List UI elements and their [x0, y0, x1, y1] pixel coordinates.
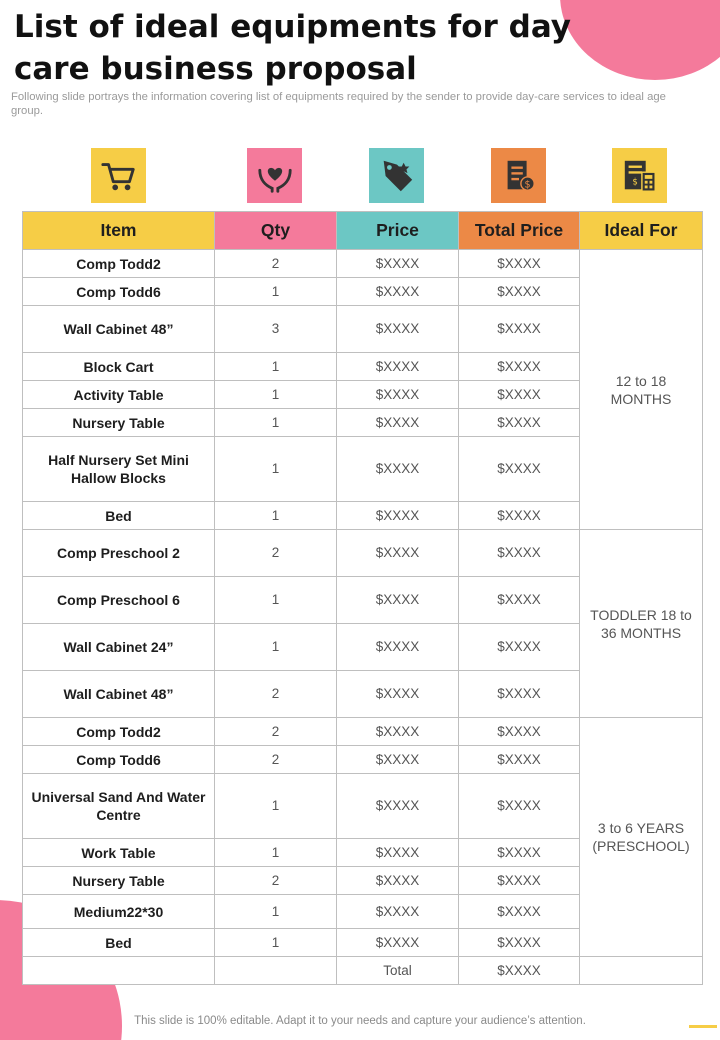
price-cell: $XXXX [337, 306, 459, 353]
item-cell: Bed [23, 502, 215, 530]
qty-cell: 2 [215, 671, 337, 718]
item-cell: Comp Todd6 [23, 746, 215, 774]
price-cell: $XXXX [337, 624, 459, 671]
header-ideal-for: Ideal For [580, 212, 703, 250]
qty-cell: 3 [215, 306, 337, 353]
price-cell: $XXXX [337, 381, 459, 409]
total-price-cell: $XXXX [459, 671, 580, 718]
total-price-cell: $XXXX [459, 381, 580, 409]
item-cell: Wall Cabinet 24” [23, 624, 215, 671]
qty-cell: 1 [215, 502, 337, 530]
qty-cell: 1 [215, 353, 337, 381]
total-price-cell: $XXXX [459, 577, 580, 624]
total-row [23, 957, 703, 985]
total-price-cell: $XXXX [459, 746, 580, 774]
total-value: $XXXX [459, 957, 580, 985]
price-cell: $XXXX [337, 353, 459, 381]
qty-cell: 2 [215, 746, 337, 774]
table-row [23, 250, 703, 278]
total-price-cell: $XXXX [459, 929, 580, 957]
empty-cell [23, 957, 215, 985]
total-price-cell: $XXXX [459, 306, 580, 353]
qty-cell: 1 [215, 839, 337, 867]
total-price-cell: $XXXX [459, 409, 580, 437]
invoice-dollar-icon [491, 148, 546, 203]
table-header-row [23, 212, 703, 250]
qty-cell: 1 [215, 577, 337, 624]
qty-cell: 1 [215, 774, 337, 839]
total-price-cell: $XXXX [459, 624, 580, 671]
page-title: List of ideal equipments for day care business proposal [14, 9, 571, 87]
qty-cell: 2 [215, 250, 337, 278]
header-qty: Qty [215, 212, 337, 250]
decorative-circle-top [560, 0, 720, 80]
item-cell: Comp Todd2 [23, 250, 215, 278]
total-label: Total [337, 957, 459, 985]
cart-icon [91, 148, 146, 203]
total-price-cell: $XXXX [459, 437, 580, 502]
item-cell: Nursery Table [23, 867, 215, 895]
svg-text:$: $ [524, 178, 531, 190]
price-tag-icon [369, 148, 424, 203]
item-cell: Activity Table [23, 381, 215, 409]
item-cell: Comp Preschool 6 [23, 577, 215, 624]
total-price-cell: $XXXX [459, 774, 580, 839]
ideal-for-cell: 3 to 6 YEARS (PRESCHOOL) [580, 718, 703, 957]
qty-cell: 1 [215, 437, 337, 502]
footer-note: This slide is 100% editable. Adapt it to your needs and capture your audience’s attention. [134, 1015, 586, 1027]
total-price-cell: $XXXX [459, 895, 580, 929]
total-price-cell: $XXXX [459, 250, 580, 278]
price-cell: $XXXX [337, 867, 459, 895]
qty-cell: 2 [215, 530, 337, 577]
item-cell: Comp Preschool 2 [23, 530, 215, 577]
calculator-document-icon [612, 148, 667, 203]
item-cell: Wall Cabinet 48” [23, 671, 215, 718]
price-cell: $XXXX [337, 502, 459, 530]
total-price-cell: $XXXX [459, 353, 580, 381]
total-price-cell: $XXXX [459, 867, 580, 895]
price-cell: $XXXX [337, 929, 459, 957]
price-cell: $XXXX [337, 746, 459, 774]
empty-cell [215, 957, 337, 985]
equipment-table [22, 211, 703, 985]
price-cell: $XXXX [337, 409, 459, 437]
total-price-cell: $XXXX [459, 530, 580, 577]
price-cell: $XXXX [337, 718, 459, 746]
svg-text:$: $ [631, 177, 638, 188]
qty-cell: 1 [215, 381, 337, 409]
price-cell: $XXXX [337, 839, 459, 867]
table-row [23, 718, 703, 746]
empty-cell [580, 957, 703, 985]
item-cell: Wall Cabinet 48” [23, 306, 215, 353]
price-cell: $XXXX [337, 250, 459, 278]
header-total-price: Total Price [459, 212, 580, 250]
total-price-cell: $XXXX [459, 718, 580, 746]
ideal-for-cell: TODDLER 18 to 36 MONTHS [580, 530, 703, 718]
total-price-cell: $XXXX [459, 502, 580, 530]
item-cell: Comp Todd2 [23, 718, 215, 746]
table-row [23, 530, 703, 577]
item-cell: Block Cart [23, 353, 215, 381]
qty-cell: 1 [215, 929, 337, 957]
price-cell: $XXXX [337, 278, 459, 306]
qty-cell: 2 [215, 867, 337, 895]
item-cell: Medium22*30 [23, 895, 215, 929]
item-cell: Bed [23, 929, 215, 957]
header-item: Item [23, 212, 215, 250]
price-cell: $XXXX [337, 530, 459, 577]
item-cell: Nursery Table [23, 409, 215, 437]
item-cell: Universal Sand And Water Centre [23, 774, 215, 839]
price-cell: $XXXX [337, 577, 459, 624]
qty-cell: 1 [215, 278, 337, 306]
total-price-cell: $XXXX [459, 839, 580, 867]
qty-cell: 1 [215, 409, 337, 437]
price-cell: $XXXX [337, 437, 459, 502]
page-subtitle: Following slide portrays the information covering list of equipments required by the sender to provide day-care services to ideal age group. [11, 91, 666, 117]
total-price-cell: $XXXX [459, 278, 580, 306]
price-cell: $XXXX [337, 774, 459, 839]
price-cell: $XXXX [337, 895, 459, 929]
ideal-for-cell: 12 to 18 MONTHS [580, 250, 703, 530]
hands-heart-icon [247, 148, 302, 203]
qty-cell: 1 [215, 895, 337, 929]
item-cell: Comp Todd6 [23, 278, 215, 306]
header-price: Price [337, 212, 459, 250]
qty-cell: 1 [215, 624, 337, 671]
item-cell: Work Table [23, 839, 215, 867]
price-cell: $XXXX [337, 671, 459, 718]
qty-cell: 2 [215, 718, 337, 746]
item-cell: Half Nursery Set Mini Hallow Blocks [23, 437, 215, 502]
